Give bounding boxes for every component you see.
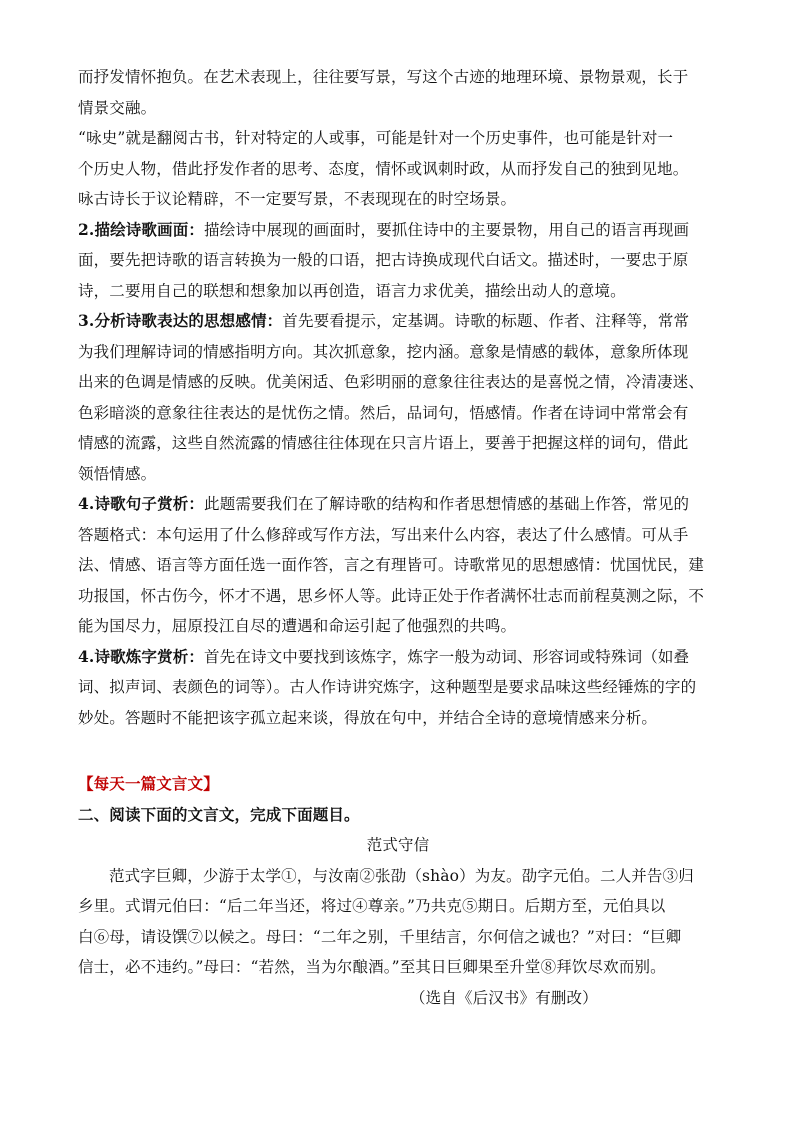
section-heading: 4.诗歌炼字赏析：	[78, 646, 205, 666]
section-heading: 2.描绘诗歌画面：	[78, 219, 205, 239]
text-line: 法、情感、语言等方面任选一面作答，言之有理皆可。诗歌常见的思想感情：忧国忧民，建	[78, 556, 705, 574]
intro-paragraph	[78, 62, 718, 215]
article-body	[78, 861, 718, 983]
section-text: 此题需要我们在了解诗歌的结构和作者思想情感的基础上作答，常见的	[204, 495, 690, 513]
section-text: 首先要看提示，定基调。诗歌的标题、作者、注释等，常常	[282, 312, 690, 330]
text-line: 诗，二要用自己的联想和想象加以再创造，语言力求优美，描绘出动人的意境。	[78, 281, 626, 300]
section-analyze-emotion	[78, 306, 718, 489]
text-line: 为我们理解诗词的情感指明方向。其次抓意象，挖内涵。意象是情感的载体，意象所体现	[78, 342, 689, 361]
article-line: 白⑥母，请设馔⑦以候之。母曰：“二年之别，千里结言，尔何信之诚也？”对曰：“巨卿	[78, 927, 682, 946]
section-text: 描绘诗中展现的画面时，要抓住诗中的主要景物，用自己的语言再现画	[204, 220, 690, 239]
section-sentence-appreciation	[78, 489, 718, 642]
text-line: 个历史人物，借此抒发作者的思考、态度，情怀或讽刺时政，从而抒发自己的独到见地。	[78, 159, 689, 178]
question-heading: 二、阅读下面的文言文，完成下面题目。	[78, 804, 360, 824]
section-word-refinement	[78, 642, 718, 734]
text-line: 词、拟声词、表颜色的词等）。古人作诗讲究炼字，这种题型是要求品味这些经锤炼的字的	[78, 678, 697, 696]
section-heading: 4.诗歌句子赏析：	[78, 494, 205, 513]
text-line: 功报国，怀古伤今，怀才不遇，思乡怀人等。此诗正处于作者满怀壮志而前程莫测之际，不	[78, 586, 705, 605]
text-line: 而抒发情怀抱负。在艺术表现上，往往要写景，写这个古迹的地理环境、景物景观，长于	[78, 68, 689, 86]
text-line: 色彩暗淡的意象往往表达的是忧伤之情。然后，品词句，悟感情。作者在诗词中常常会有	[78, 403, 689, 422]
article-title: 范式守信	[366, 836, 430, 854]
source-note: （选自《后汉书》有删改）	[410, 988, 598, 1007]
section-describe-scene	[78, 215, 718, 307]
text-line: 情景交融。	[78, 98, 157, 117]
document-page	[78, 62, 718, 1013]
text-line: 面，要先把诗歌的语言转换为一般的口语，把古诗换成现代白话文。描述时，一要忠于原	[78, 251, 689, 269]
text-line: 答题格式：本句运用了什么修辞或写作方法，写出来什么内容，表达了什么感情。可从手	[78, 525, 689, 544]
spacer	[78, 733, 718, 769]
article-line: 乡里。式谓元伯曰：“后二年当还，将过④尊亲。”乃共克⑤期日。后期方至，元伯具以	[78, 897, 666, 915]
text-line: 领悟情感。	[78, 464, 157, 483]
text-line: 出来的色调是情感的反映。优美闲适、色彩明丽的意象往往表达的是喜悦之情，冷清凄迷、	[78, 373, 705, 391]
text-line: “咏史”就是翻阅古书，针对特定的人或事，可能是针对一个历史事件，也可能是针对一	[78, 129, 674, 147]
text-line: 咏古诗长于议论精辟，不一定要写景，不表现现在的时空场景。	[78, 190, 517, 208]
daily-classical-tag: 【每天一篇文言文】	[78, 774, 219, 793]
text-line: 情感的流露，这些自然流露的情感往往体现在只言片语上，要善于把握这样的词句，借此	[78, 434, 689, 452]
text-line: 能为国尽力，屈原投江自尽的遭遇和命运引起了他强烈的共鸣。	[78, 617, 517, 635]
text-line: 妙处。答题时不能把该字孤立起来谈，得放在句中，并结合全诗的意境情感来分析。	[78, 708, 658, 727]
section-heading: 3.分析诗歌表达的思想感情：	[78, 311, 283, 330]
article-line: 范式字巨卿，少游于太学①，与汝南②张劭（shào）为友。劭字元伯。二人并告③归	[109, 866, 694, 885]
article-line: 信士，必不违约。”母曰：“若然，当为尔酿酒。”至其日巨卿果至升堂⑧拜饮尽欢而别。	[78, 958, 666, 976]
section-text: 首先在诗文中要找到该炼字，炼字一般为动词、形容词或特殊词（如叠	[204, 647, 690, 666]
